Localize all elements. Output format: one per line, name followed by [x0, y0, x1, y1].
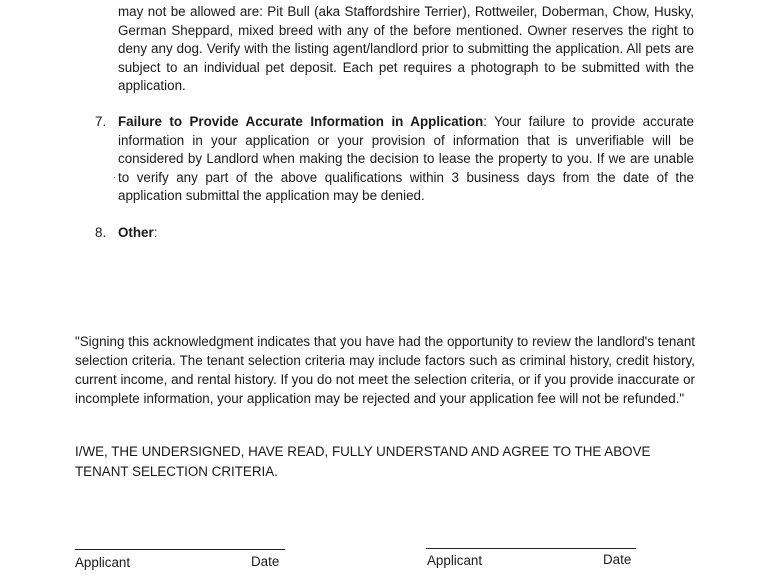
agreement-statement: I/WE, THE UNDERSIGNED, HAVE READ, FULLY UNDERSTAND AND AGREE TO THE ABOVE TENANT SELECTION CRITERIA.	[75, 444, 651, 479]
item-8-heading: Other	[118, 225, 154, 240]
left-applicant-label: Applicant	[75, 555, 131, 570]
item-7-number: 7.	[95, 114, 107, 129]
scan-speck: ·	[113, 172, 117, 183]
item-7-text	[118, 113, 694, 206]
item-8-colon: :	[153, 225, 158, 240]
acknowledgment-quote: "Signing this acknowledgment indicates that you have had the opportunity to review the landlord's tenant selection criteria. The tenant selection criteria may include factors such as criminal history, credit history, current income, and rental history. If you do not meet the selection criteria, or if you provide inaccurate or incomplete information, your application may be rejected and your application fee will not be refunded."	[75, 334, 695, 406]
item-8-label	[118, 224, 157, 243]
item-7-heading: Failure to Provide Accurate Information in Application	[118, 114, 484, 129]
item-6-continued-text: may not be allowed are: Pit Bull (aka Staffordshire Terrier), Rottweiler, Doberman, Chow, Husky, German Sheppard, mixed breed with any of the before mentioned. Owner reserves the right to deny any dog. Verify with the listing agent/landlord prior to submitting the application. All pets are subject to an individual pet deposit. Each pet requires a photograph to be submitted with the application.	[118, 4, 694, 94]
left-signature-line	[75, 549, 285, 550]
item-8-number: 8.	[95, 225, 107, 240]
item-7-body: : Your failure to provide accurate information in your application or your provision of information that is unverifiable will be considered by Landlord when making the decision to lease the property to you. If we are unable to verify any part of the above qualifications within 3 business days from the date of the application submittal the application may be denied.	[118, 114, 694, 204]
right-applicant-label: Applicant	[427, 553, 483, 568]
right-date-label: Date	[603, 552, 632, 567]
right-signature-line	[426, 548, 636, 549]
left-date-label: Date	[251, 554, 280, 569]
